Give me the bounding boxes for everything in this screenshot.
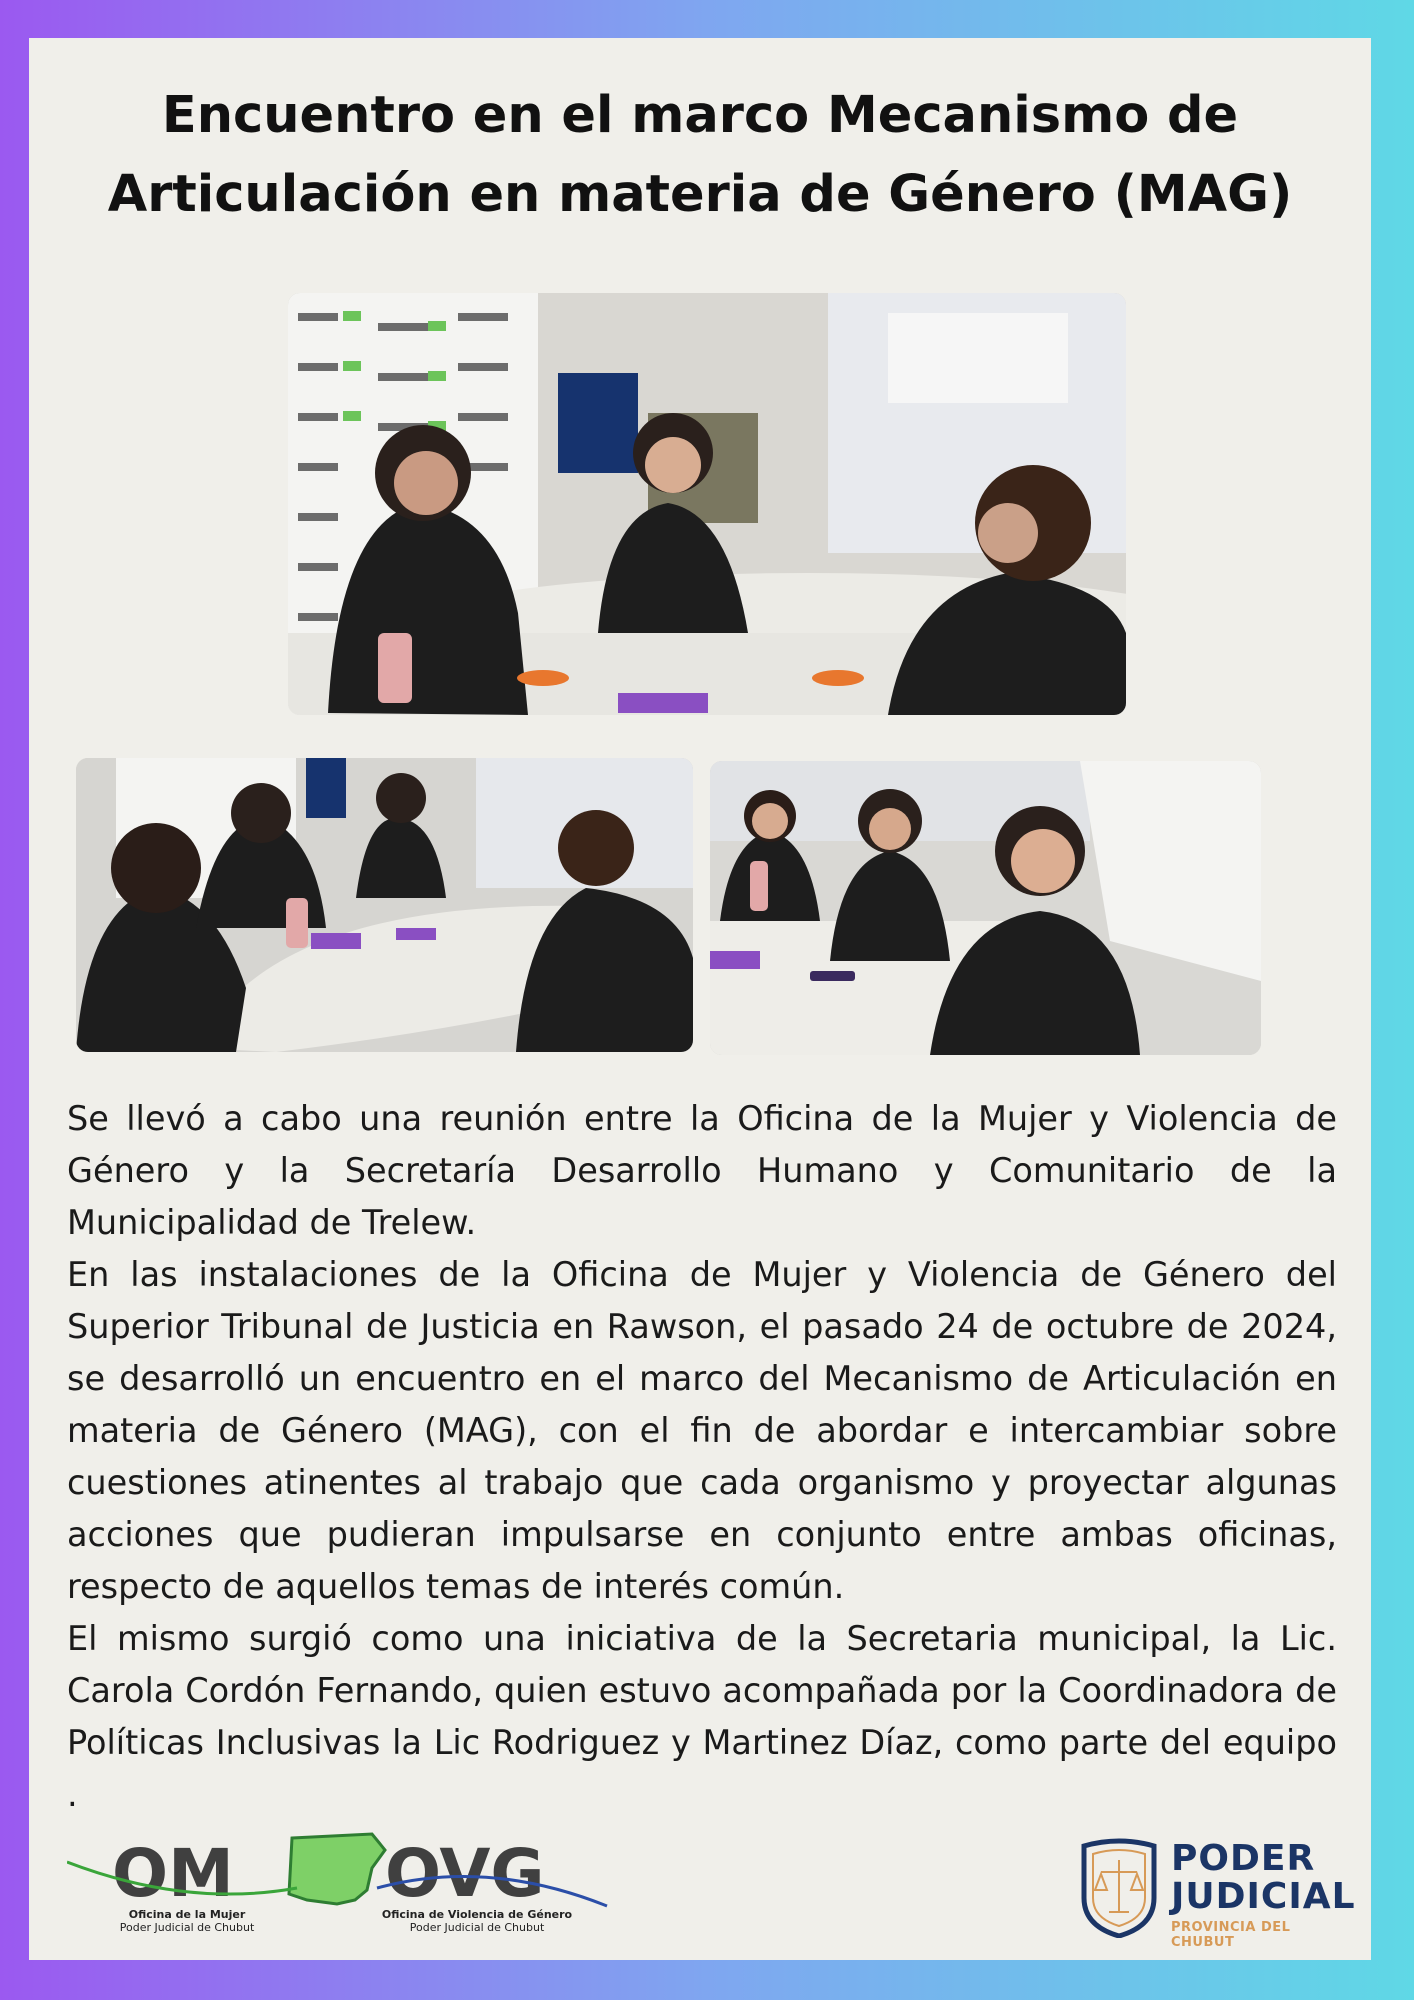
page-title <box>29 76 1371 234</box>
ovg-caption: Oficina de Violencia de Género Poder Judicial de Chubut <box>381 1908 573 1934</box>
title-line-2: Articulación en materia de Género (MAG) <box>107 165 1293 224</box>
om-caption: Oficina de la Mujer Poder Judicial de Chubut <box>119 1908 255 1934</box>
om-wordmark: OM <box>112 1835 234 1912</box>
article-body <box>67 1093 1337 1821</box>
meeting-photo-main <box>288 293 1126 715</box>
pj-line-1: PODER <box>1171 1838 1316 1879</box>
paragraph-2: En las instalaciones de la Oficina de Mujer y Violencia de Género del Superior Tribunal de Justicia en Rawson, el pasado 24 de octubre de 2024, se desarrolló un encuentro en el marco del Mecanismo de Articulación en materia de Género (MAG), con el fin de abordar e intercambiar sobre cuestiones atinentes al trabajo que cada organismo y proyectar algunas acciones que pudieran impulsarse en conjunto entre ambas oficinas, respecto de aquellos temas de interés común. <box>67 1255 1337 1606</box>
poder-judicial-wordmark <box>1171 1840 1356 1950</box>
ovg-wordmark: OVG <box>385 1835 545 1912</box>
scales-of-justice-icon <box>1079 1838 1159 1938</box>
document-sheet <box>29 38 1371 1960</box>
paragraph-1: Se llevó a cabo una reunión entre la Oficina de la Mujer y Violencia de Género y la Secretaría Desarrollo Humano y Comunitario de la Municipalidad de Trelew. <box>67 1099 1337 1242</box>
pj-line-2: JUDICIAL <box>1171 1876 1356 1917</box>
paragraph-3: El mismo surgió como una iniciativa de la Secretaria municipal, la Lic. Carola Cordón Fernando, quien estuvo acompañada por la Coordinadora de Políticas Inclusivas la Lic Rodriguez y Martinez Díaz, como parte del equipo . <box>67 1619 1337 1814</box>
title-line-1: Encuentro en el marco Mecanismo de <box>161 86 1239 145</box>
om-ovg-logo <box>67 1828 617 1938</box>
poder-judicial-logo <box>1079 1838 1356 1950</box>
meeting-photo-right <box>710 761 1261 1055</box>
meeting-photo-left <box>76 758 693 1052</box>
pj-province: PROVINCIA DEL CHUBUT <box>1171 1920 1291 1950</box>
chubut-map-icon <box>289 1834 385 1904</box>
